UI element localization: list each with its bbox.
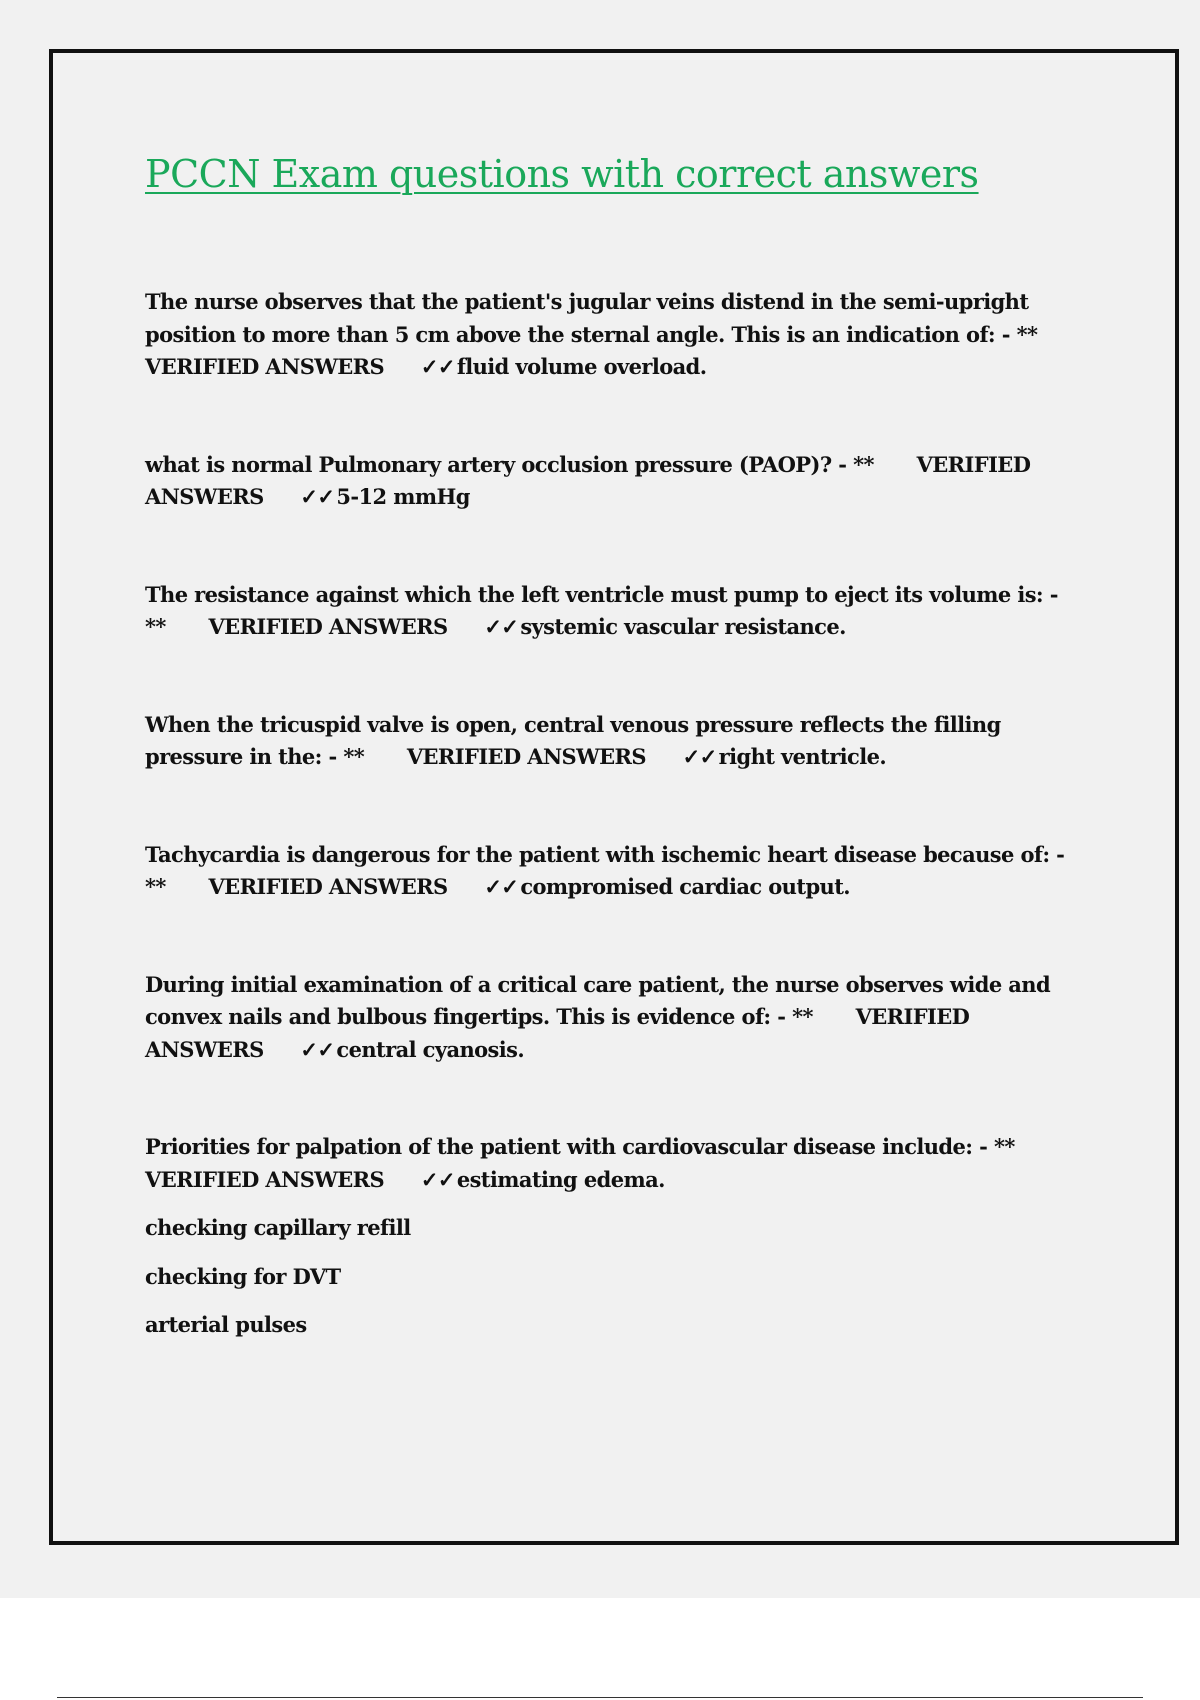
check-mark-icon: ✓✓ <box>682 744 717 769</box>
question-list <box>145 286 1085 1342</box>
question-text: Priorities for palpation of the patient with cardiovascular disease include: - <box>145 1134 988 1159</box>
verified-label: VERIFIED ANSWERS <box>145 451 1031 509</box>
question-text: what is normal Pulmonary artery occlusion pressure (PAOP)? - <box>145 451 847 477</box>
question-item <box>145 969 1085 1067</box>
question-text: During initial examination of a critical care patient, the nurse observes wide and convex nails and bulbous fingertips. This is evidence of: - <box>145 971 1051 1029</box>
stars-marker: ** <box>853 451 874 477</box>
verified-label: VERIFIED ANSWERS <box>145 354 385 379</box>
check-mark-icon: ✓✓ <box>420 1166 455 1192</box>
check-mark-icon: ✓✓ <box>484 874 519 899</box>
check-mark-icon: ✓✓ <box>484 614 519 639</box>
stars-marker: ** <box>993 1134 1015 1159</box>
question-item <box>145 1131 1085 1342</box>
question-item <box>145 709 1085 774</box>
answer-text: compromised cardiac output. <box>520 874 851 899</box>
verified-label: VERIFIED ANSWERS <box>208 874 448 899</box>
answer-text: systemic vascular resistance. <box>520 614 846 639</box>
check-mark-icon: ✓✓ <box>300 1036 335 1062</box>
question-item <box>145 579 1085 644</box>
verified-label: VERIFIED ANSWERS <box>406 744 646 769</box>
check-mark-icon: ✓✓ <box>300 484 335 509</box>
question-text: The resistance against which the left ventricle must pump to eject its volume is: - <box>145 581 1058 607</box>
question-text: The nurse observes that the patient's jugular veins distend in the semi-upright position to more than 5 cm above the sternal angle. This is an indication of: - <box>145 289 1029 347</box>
verified-label: VERIFIED ANSWERS <box>208 614 448 639</box>
question-item <box>145 286 1085 384</box>
answer-text: central cyanosis. <box>336 1036 525 1062</box>
footer-divider <box>57 1697 1143 1698</box>
stars-marker: ** <box>792 1004 813 1029</box>
answer-extra-line: arterial pulses <box>145 1312 307 1337</box>
document-title: PCCN Exam questions with correct answers <box>145 152 979 196</box>
answer-text: estimating edema. <box>456 1166 665 1192</box>
question-text: Tachycardia is dangerous for the patient with ischemic heart disease because of: - <box>145 841 1065 867</box>
verified-label: VERIFIED ANSWERS <box>145 1004 970 1062</box>
answer-text: 5-12 mmHg <box>336 484 470 509</box>
answer-extra-line: checking capillary refill <box>145 1215 411 1240</box>
document-content <box>145 152 1085 1407</box>
answer-text: right ventricle. <box>718 744 887 769</box>
verified-label: VERIFIED ANSWERS <box>145 1166 385 1192</box>
answer-text: fluid volume overload. <box>456 354 707 379</box>
stars-marker: ** <box>343 744 365 769</box>
question-item <box>145 449 1085 514</box>
stars-marker: ** <box>145 614 166 639</box>
question-item <box>145 839 1085 904</box>
stars-marker: ** <box>145 874 166 899</box>
stars-marker: ** <box>1016 321 1038 347</box>
question-text: When the tricuspid valve is open, central venous pressure reflects the filling pressure in the: - <box>145 711 1001 769</box>
answer-extra-line: checking for DVT <box>145 1263 341 1289</box>
check-mark-icon: ✓✓ <box>420 354 455 379</box>
